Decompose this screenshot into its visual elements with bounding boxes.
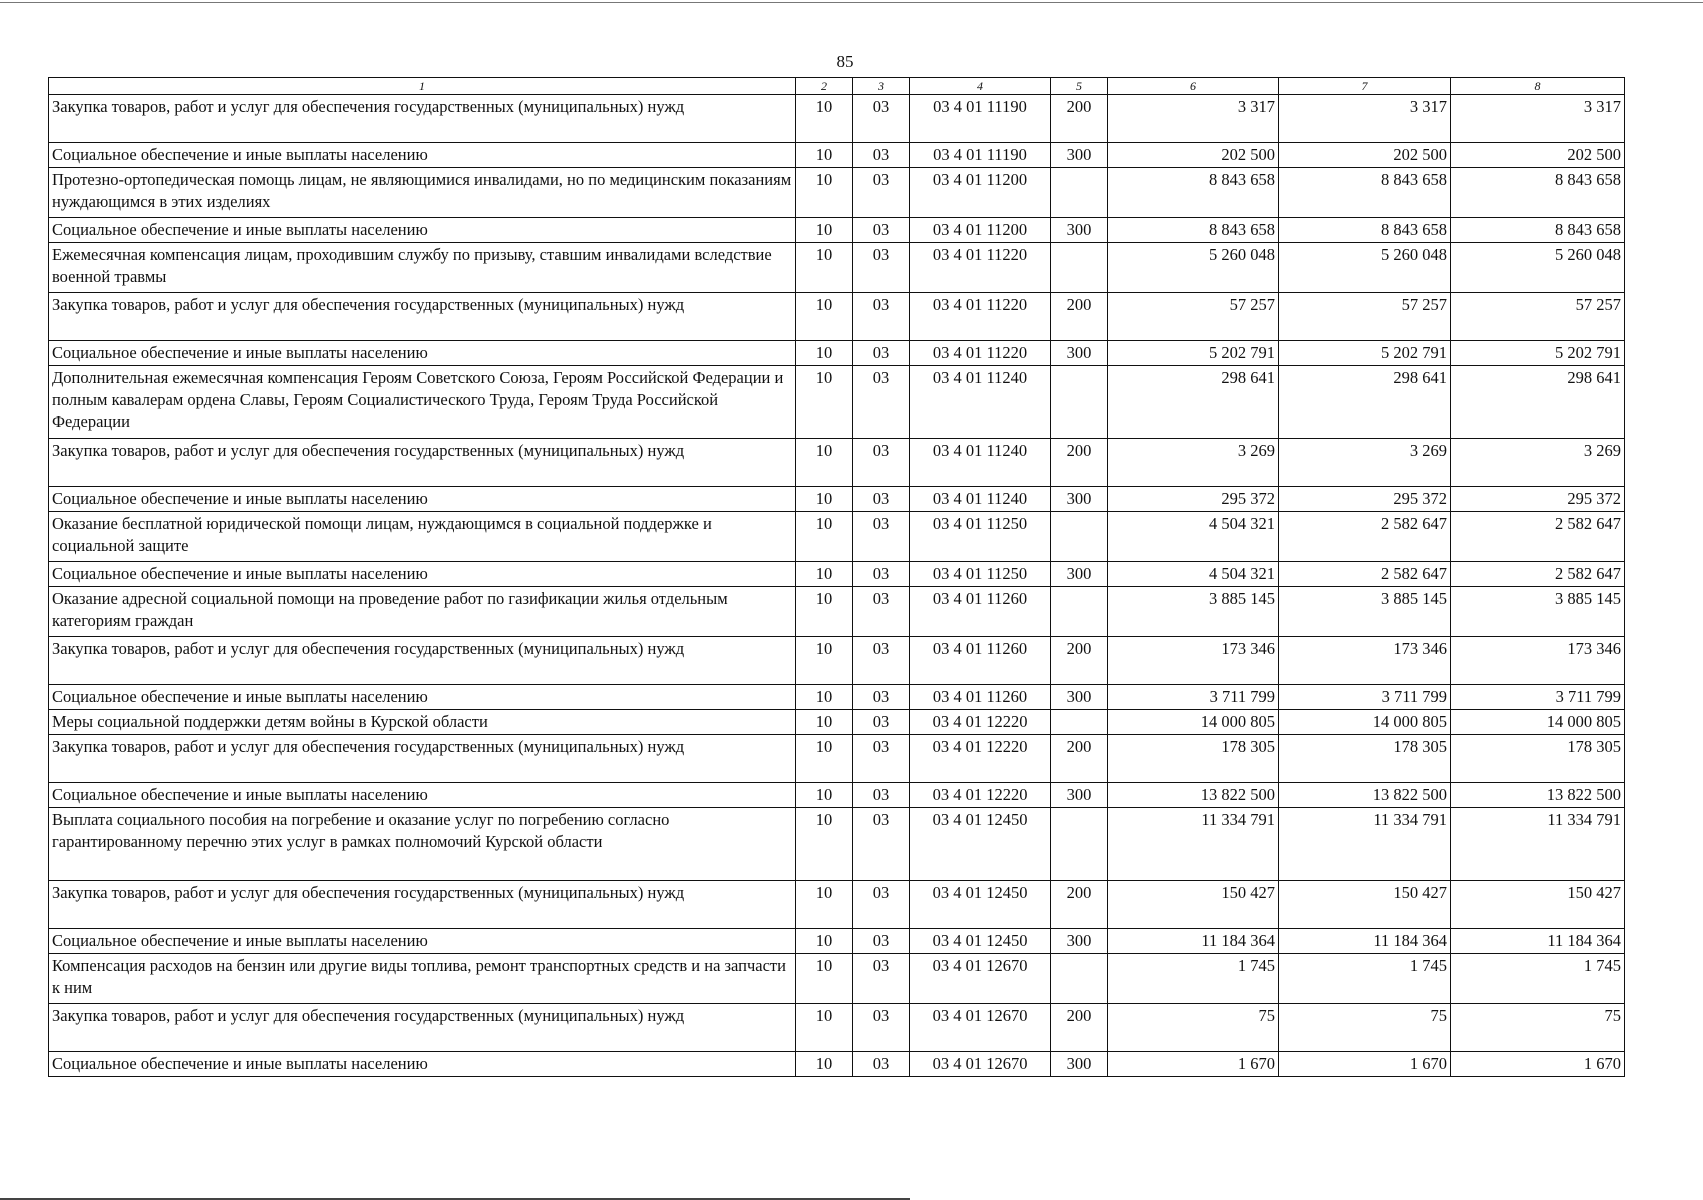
row-expense-type: 300 <box>1051 1052 1108 1077</box>
row-subsection: 03 <box>853 881 910 929</box>
row-expense-type: 200 <box>1051 735 1108 783</box>
row-expense-type <box>1051 954 1108 1004</box>
table-row <box>49 808 1625 881</box>
row-expense-type: 200 <box>1051 293 1108 341</box>
row-amount-col6: 295 372 <box>1108 487 1279 512</box>
row-amount-col7: 8 843 658 <box>1279 218 1451 243</box>
header-col-2: 2 <box>796 78 853 95</box>
row-amount-col8: 150 427 <box>1451 881 1625 929</box>
row-amount-col8: 178 305 <box>1451 735 1625 783</box>
row-expense-type: 300 <box>1051 487 1108 512</box>
header-col-1: 1 <box>49 78 796 95</box>
table-row <box>49 685 1625 710</box>
row-section: 10 <box>796 95 853 143</box>
row-subsection: 03 <box>853 143 910 168</box>
row-amount-col6: 14 000 805 <box>1108 710 1279 735</box>
row-amount-col6: 13 822 500 <box>1108 783 1279 808</box>
row-amount-col6: 202 500 <box>1108 143 1279 168</box>
table-row <box>49 587 1625 637</box>
row-amount-col7: 3 711 799 <box>1279 685 1451 710</box>
table-row <box>49 929 1625 954</box>
row-section: 10 <box>796 735 853 783</box>
row-amount-col6: 11 184 364 <box>1108 929 1279 954</box>
row-target-article: 03 4 01 12450 <box>910 881 1051 929</box>
row-expense-type: 200 <box>1051 637 1108 685</box>
row-amount-col6: 8 843 658 <box>1108 168 1279 218</box>
row-amount-col6: 1 670 <box>1108 1052 1279 1077</box>
row-subsection: 03 <box>853 439 910 487</box>
row-expense-type: 300 <box>1051 143 1108 168</box>
row-section: 10 <box>796 637 853 685</box>
row-amount-col6: 298 641 <box>1108 366 1279 439</box>
table-body <box>49 95 1625 1077</box>
row-expense-type: 300 <box>1051 218 1108 243</box>
row-section: 10 <box>796 1004 853 1052</box>
row-amount-col8: 173 346 <box>1451 637 1625 685</box>
row-target-article: 03 4 01 11190 <box>910 95 1051 143</box>
row-amount-col7: 75 <box>1279 1004 1451 1052</box>
row-subsection: 03 <box>853 637 910 685</box>
row-amount-col8: 295 372 <box>1451 487 1625 512</box>
row-expense-type: 200 <box>1051 95 1108 143</box>
table-row <box>49 881 1625 929</box>
scan-edge-top <box>0 2 1703 3</box>
row-name: Оказание бесплатной юридической помощи лицам, нуждающимся в социальной поддержке и социальной защите <box>49 512 796 562</box>
row-subsection: 03 <box>853 1052 910 1077</box>
row-amount-col7: 1 670 <box>1279 1052 1451 1077</box>
row-section: 10 <box>796 218 853 243</box>
row-name: Социальное обеспечение и иные выплаты населению <box>49 1052 796 1077</box>
row-section: 10 <box>796 512 853 562</box>
row-section: 10 <box>796 881 853 929</box>
row-section: 10 <box>796 710 853 735</box>
row-subsection: 03 <box>853 587 910 637</box>
row-amount-col7: 178 305 <box>1279 735 1451 783</box>
row-section: 10 <box>796 587 853 637</box>
row-section: 10 <box>796 685 853 710</box>
row-amount-col8: 1 745 <box>1451 954 1625 1004</box>
row-subsection: 03 <box>853 808 910 881</box>
row-amount-col8: 2 582 647 <box>1451 512 1625 562</box>
row-amount-col8: 2 582 647 <box>1451 562 1625 587</box>
row-name: Закупка товаров, работ и услуг для обеспечения государственных (муниципальных) нужд <box>49 881 796 929</box>
table-row <box>49 218 1625 243</box>
row-target-article: 03 4 01 11190 <box>910 143 1051 168</box>
row-expense-type: 300 <box>1051 562 1108 587</box>
row-section: 10 <box>796 439 853 487</box>
row-subsection: 03 <box>853 735 910 783</box>
row-amount-col7: 14 000 805 <box>1279 710 1451 735</box>
row-amount-col8: 5 202 791 <box>1451 341 1625 366</box>
row-section: 10 <box>796 808 853 881</box>
row-subsection: 03 <box>853 1004 910 1052</box>
row-name: Протезно-ортопедическая помощь лицам, не являющимися инвалидами, но по медицинским показаниям нуждающимся в этих изделиях <box>49 168 796 218</box>
row-section: 10 <box>796 366 853 439</box>
row-amount-col6: 1 745 <box>1108 954 1279 1004</box>
row-amount-col8: 57 257 <box>1451 293 1625 341</box>
row-amount-col7: 5 202 791 <box>1279 341 1451 366</box>
row-amount-col7: 11 334 791 <box>1279 808 1451 881</box>
row-amount-col7: 3 317 <box>1279 95 1451 143</box>
row-amount-col8: 3 711 799 <box>1451 685 1625 710</box>
row-amount-col8: 3 885 145 <box>1451 587 1625 637</box>
header-col-5: 5 <box>1051 78 1108 95</box>
row-target-article: 03 4 01 11240 <box>910 366 1051 439</box>
row-expense-type: 300 <box>1051 685 1108 710</box>
page-number: 85 <box>836 52 854 71</box>
row-target-article: 03 4 01 11220 <box>910 293 1051 341</box>
row-amount-col6: 75 <box>1108 1004 1279 1052</box>
row-subsection: 03 <box>853 218 910 243</box>
row-target-article: 03 4 01 11200 <box>910 218 1051 243</box>
row-target-article: 03 4 01 12450 <box>910 929 1051 954</box>
row-target-article: 03 4 01 12670 <box>910 1052 1051 1077</box>
row-amount-col6: 150 427 <box>1108 881 1279 929</box>
row-amount-col7: 150 427 <box>1279 881 1451 929</box>
row-amount-col6: 4 504 321 <box>1108 562 1279 587</box>
row-amount-col7: 202 500 <box>1279 143 1451 168</box>
row-section: 10 <box>796 243 853 293</box>
row-name: Выплата социального пособия на погребение и оказание услуг по погребению согласно гарантированному перечню этих услуг в рамках полномочий Курской области <box>49 808 796 881</box>
row-expense-type <box>1051 366 1108 439</box>
table-row <box>49 710 1625 735</box>
row-name: Социальное обеспечение и иные выплаты населению <box>49 929 796 954</box>
row-amount-col8: 13 822 500 <box>1451 783 1625 808</box>
row-expense-type: 200 <box>1051 439 1108 487</box>
row-amount-col8: 1 670 <box>1451 1052 1625 1077</box>
row-subsection: 03 <box>853 512 910 562</box>
table-row <box>49 143 1625 168</box>
row-target-article: 03 4 01 11250 <box>910 562 1051 587</box>
row-target-article: 03 4 01 12220 <box>910 710 1051 735</box>
row-name: Дополнительная ежемесячная компенсация Героям Советского Союза, Героям Российской Федерации и полным кавалерам ордена Славы, Героям Социалистического Труда, Героям Труда Российской Федерации <box>49 366 796 439</box>
row-name: Закупка товаров, работ и услуг для обеспечения государственных (муниципальных) нужд <box>49 293 796 341</box>
row-amount-col8: 8 843 658 <box>1451 168 1625 218</box>
row-expense-type <box>1051 587 1108 637</box>
row-target-article: 03 4 01 11240 <box>910 487 1051 512</box>
row-target-article: 03 4 01 12670 <box>910 1004 1051 1052</box>
row-target-article: 03 4 01 12220 <box>910 783 1051 808</box>
row-amount-col6: 5 260 048 <box>1108 243 1279 293</box>
row-amount-col6: 3 317 <box>1108 95 1279 143</box>
row-name: Компенсация расходов на бензин или другие виды топлива, ремонт транспортных средств и на запчасти к ним <box>49 954 796 1004</box>
row-target-article: 03 4 01 11250 <box>910 512 1051 562</box>
row-amount-col7: 298 641 <box>1279 366 1451 439</box>
row-target-article: 03 4 01 11240 <box>910 439 1051 487</box>
row-subsection: 03 <box>853 366 910 439</box>
row-section: 10 <box>796 293 853 341</box>
row-subsection: 03 <box>853 710 910 735</box>
table-row <box>49 243 1625 293</box>
row-amount-col7: 11 184 364 <box>1279 929 1451 954</box>
row-subsection: 03 <box>853 243 910 293</box>
row-section: 10 <box>796 562 853 587</box>
row-amount-col8: 5 260 048 <box>1451 243 1625 293</box>
table-row <box>49 783 1625 808</box>
row-expense-type <box>1051 168 1108 218</box>
table-row <box>49 293 1625 341</box>
table-row <box>49 512 1625 562</box>
row-amount-col6: 5 202 791 <box>1108 341 1279 366</box>
row-amount-col7: 2 582 647 <box>1279 562 1451 587</box>
row-target-article: 03 4 01 11200 <box>910 168 1051 218</box>
row-section: 10 <box>796 783 853 808</box>
row-name: Ежемесячная компенсация лицам, проходившим службу по призыву, ставшим инвалидами вследствие военной травмы <box>49 243 796 293</box>
row-amount-col6: 3 269 <box>1108 439 1279 487</box>
row-amount-col7: 3 269 <box>1279 439 1451 487</box>
row-target-article: 03 4 01 11260 <box>910 637 1051 685</box>
row-section: 10 <box>796 929 853 954</box>
row-expense-type <box>1051 243 1108 293</box>
table-row <box>49 439 1625 487</box>
row-amount-col8: 14 000 805 <box>1451 710 1625 735</box>
table-row <box>49 637 1625 685</box>
row-amount-col7: 173 346 <box>1279 637 1451 685</box>
header-col-3: 3 <box>853 78 910 95</box>
row-amount-col6: 8 843 658 <box>1108 218 1279 243</box>
row-expense-type <box>1051 512 1108 562</box>
row-name: Социальное обеспечение и иные выплаты населению <box>49 341 796 366</box>
table-row <box>49 735 1625 783</box>
row-target-article: 03 4 01 11260 <box>910 587 1051 637</box>
row-section: 10 <box>796 1052 853 1077</box>
row-subsection: 03 <box>853 562 910 587</box>
row-subsection: 03 <box>853 685 910 710</box>
row-name: Закупка товаров, работ и услуг для обеспечения государственных (муниципальных) нужд <box>49 1004 796 1052</box>
row-subsection: 03 <box>853 95 910 143</box>
row-section: 10 <box>796 487 853 512</box>
row-subsection: 03 <box>853 168 910 218</box>
row-target-article: 03 4 01 11220 <box>910 243 1051 293</box>
table-row <box>49 487 1625 512</box>
row-expense-type: 300 <box>1051 929 1108 954</box>
header-col-8: 8 <box>1451 78 1625 95</box>
row-name: Социальное обеспечение и иные выплаты населению <box>49 143 796 168</box>
row-section: 10 <box>796 341 853 366</box>
row-target-article: 03 4 01 12670 <box>910 954 1051 1004</box>
row-name: Оказание адресной социальной помощи на проведение работ по газификации жилья отдельным категориям граждан <box>49 587 796 637</box>
budget-table <box>48 77 1625 1077</box>
row-amount-col7: 5 260 048 <box>1279 243 1451 293</box>
header-col-6: 6 <box>1108 78 1279 95</box>
row-amount-col6: 173 346 <box>1108 637 1279 685</box>
row-amount-col7: 1 745 <box>1279 954 1451 1004</box>
row-amount-col8: 8 843 658 <box>1451 218 1625 243</box>
row-subsection: 03 <box>853 783 910 808</box>
row-name: Социальное обеспечение и иные выплаты населению <box>49 562 796 587</box>
row-target-article: 03 4 01 12220 <box>910 735 1051 783</box>
row-section: 10 <box>796 954 853 1004</box>
row-name: Социальное обеспечение и иные выплаты населению <box>49 783 796 808</box>
table-row <box>49 1052 1625 1077</box>
row-expense-type <box>1051 808 1108 881</box>
header-col-7: 7 <box>1279 78 1451 95</box>
row-amount-col8: 3 317 <box>1451 95 1625 143</box>
row-expense-type <box>1051 710 1108 735</box>
row-amount-col7: 8 843 658 <box>1279 168 1451 218</box>
table-row <box>49 562 1625 587</box>
table-row <box>49 95 1625 143</box>
row-name: Меры социальной поддержки детям войны в Курской области <box>49 710 796 735</box>
row-name: Закупка товаров, работ и услуг для обеспечения государственных (муниципальных) нужд <box>49 439 796 487</box>
row-name: Закупка товаров, работ и услуг для обеспечения государственных (муниципальных) нужд <box>49 95 796 143</box>
row-expense-type: 300 <box>1051 783 1108 808</box>
row-name: Закупка товаров, работ и услуг для обеспечения государственных (муниципальных) нужд <box>49 637 796 685</box>
table-row <box>49 341 1625 366</box>
row-amount-col6: 3 885 145 <box>1108 587 1279 637</box>
row-amount-col6: 4 504 321 <box>1108 512 1279 562</box>
row-amount-col8: 75 <box>1451 1004 1625 1052</box>
table-row <box>49 366 1625 439</box>
row-section: 10 <box>796 143 853 168</box>
row-amount-col7: 3 885 145 <box>1279 587 1451 637</box>
row-amount-col6: 178 305 <box>1108 735 1279 783</box>
row-amount-col6: 57 257 <box>1108 293 1279 341</box>
row-amount-col8: 3 269 <box>1451 439 1625 487</box>
row-subsection: 03 <box>853 954 910 1004</box>
header-row <box>49 78 1625 95</box>
row-name: Закупка товаров, работ и услуг для обеспечения государственных (муниципальных) нужд <box>49 735 796 783</box>
row-name: Социальное обеспечение и иные выплаты населению <box>49 218 796 243</box>
table-row <box>49 1004 1625 1052</box>
row-target-article: 03 4 01 11260 <box>910 685 1051 710</box>
table-row <box>49 168 1625 218</box>
table-row <box>49 954 1625 1004</box>
row-expense-type: 200 <box>1051 1004 1108 1052</box>
row-target-article: 03 4 01 11220 <box>910 341 1051 366</box>
row-name: Социальное обеспечение и иные выплаты населению <box>49 487 796 512</box>
row-amount-col8: 298 641 <box>1451 366 1625 439</box>
row-amount-col6: 11 334 791 <box>1108 808 1279 881</box>
row-amount-col6: 3 711 799 <box>1108 685 1279 710</box>
row-amount-col8: 11 334 791 <box>1451 808 1625 881</box>
row-name: Социальное обеспечение и иные выплаты населению <box>49 685 796 710</box>
row-amount-col8: 11 184 364 <box>1451 929 1625 954</box>
row-amount-col7: 295 372 <box>1279 487 1451 512</box>
row-amount-col7: 13 822 500 <box>1279 783 1451 808</box>
row-target-article: 03 4 01 12450 <box>910 808 1051 881</box>
row-subsection: 03 <box>853 341 910 366</box>
row-expense-type: 300 <box>1051 341 1108 366</box>
row-subsection: 03 <box>853 293 910 341</box>
header-col-4: 4 <box>910 78 1051 95</box>
row-subsection: 03 <box>853 487 910 512</box>
row-subsection: 03 <box>853 929 910 954</box>
row-amount-col8: 202 500 <box>1451 143 1625 168</box>
row-expense-type: 200 <box>1051 881 1108 929</box>
row-amount-col7: 57 257 <box>1279 293 1451 341</box>
row-section: 10 <box>796 168 853 218</box>
row-amount-col7: 2 582 647 <box>1279 512 1451 562</box>
